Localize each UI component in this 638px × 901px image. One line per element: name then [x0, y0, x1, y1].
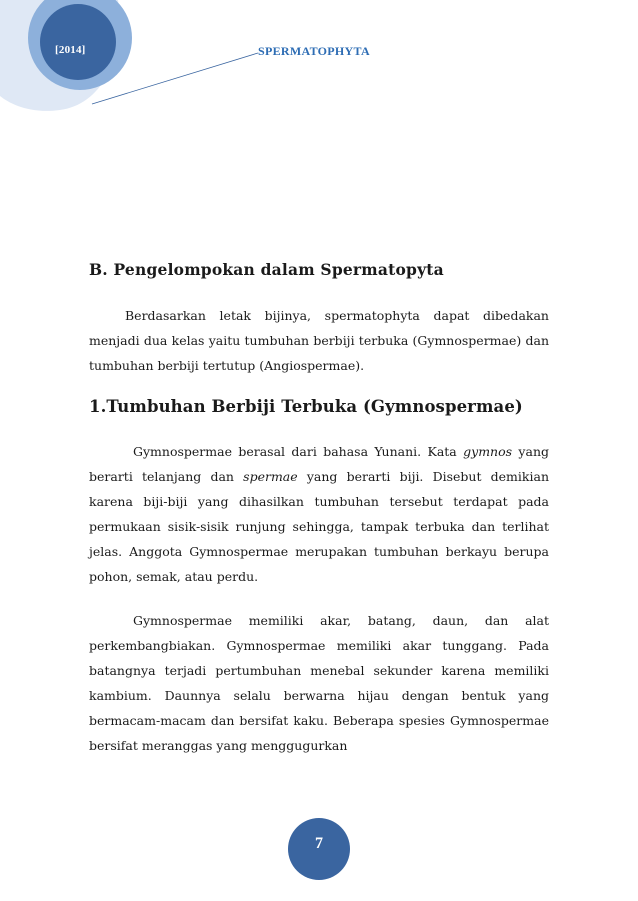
header-decoration — [0, 0, 260, 120]
section-1-heading: 1.Tumbuhan Berbiji Terbuka (Gymnospermae) — [89, 397, 523, 416]
page-number: 7 — [315, 835, 323, 852]
section-b-heading: B. Pengelompokan dalam Spermatopyta — [89, 260, 444, 279]
page-number-badge — [288, 818, 350, 880]
p1-term-gymnos: gymnos — [463, 444, 513, 459]
section-b-paragraph: Berdasarkan letak bijinya, spermatophyta dapat dibedakan menjadi dua kelas yaitu tumbuhan berbiji terbuka (Gymnospermae) dan tumbuhan berbiji tertutup (Angiospermae). — [89, 308, 549, 373]
decoration-circle-dark — [40, 4, 116, 80]
page-content — [89, 258, 549, 758]
gymnospermae-paragraph-1 — [89, 439, 549, 589]
p1-text-1: Gymnospermae berasal dari bahasa Yunani. Kata — [133, 444, 464, 459]
p1-term-spermae: spermae — [243, 469, 298, 484]
header-title: SPERMATOPHYTA — [258, 44, 370, 58]
gymnospermae-paragraph-2: Gymnospermae memiliki akar, batang, daun, dan alat perkembangbiakan. Gymnospermae memiliki akar tunggang. Pada batangnya terjadi pertumbuhan menebal sekunder karena memiliki kambium. Daunnya selalu berwarna hijau dengan bentuk yang bermacam-macam dan bersifat kaku. Beberapa spesies Gymnospermae bersifat meranggas yang menggugurkan — [89, 613, 549, 753]
header-year: [2014] — [55, 44, 86, 56]
p1-text-3: yang berarti biji. Disebut demikian karena biji-biji yang dihasilkan tumbuhan tersebut terdapat pada permukaan sisik-sisik runjung sehingga, tampak terbuka dan terlihat jelas. Anggota Gymnospermae merupakan tumbuhan berkayu berupa pohon, semak, atau perdu. — [89, 469, 549, 584]
p1-text-2: yang berarti telanjang dan — [89, 444, 549, 484]
